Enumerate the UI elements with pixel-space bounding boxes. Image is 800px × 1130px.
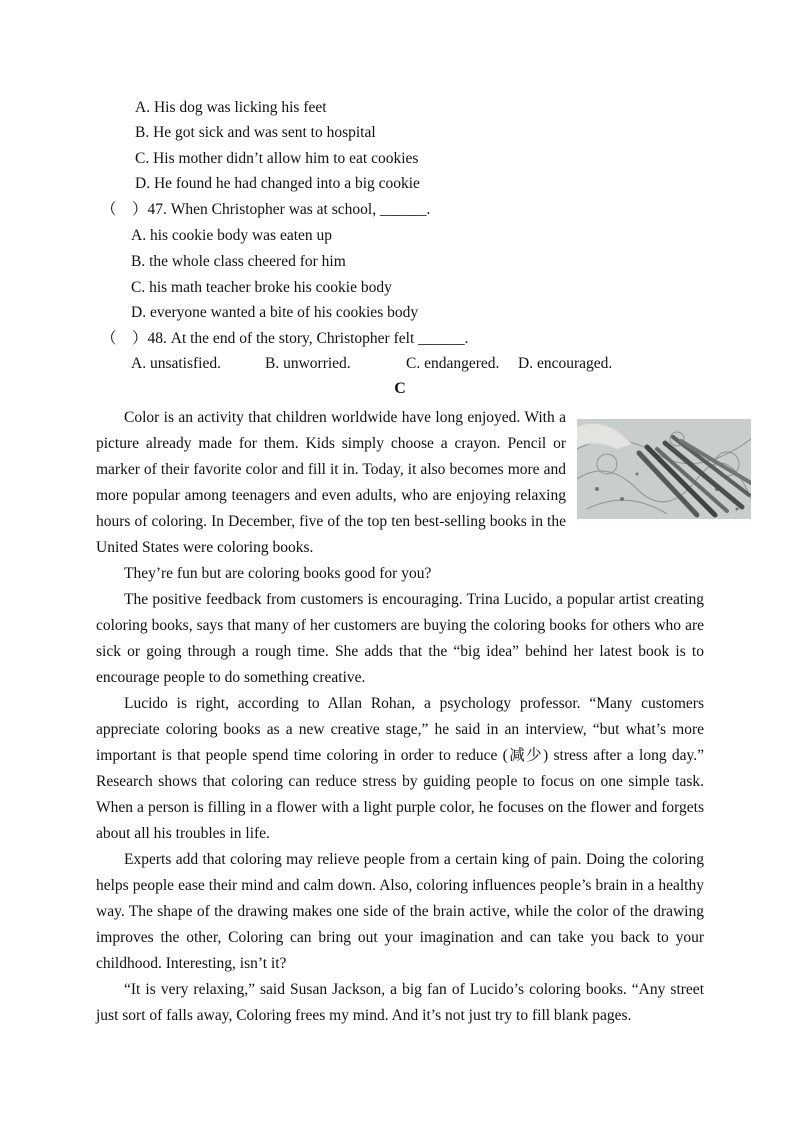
paragraph-1: Color is an activity that children worldwide have long enjoyed. With a picture already made for them. Kids simply choose a crayon. Pencil or marker of their favorite color and fill it in. Today, it also becomes more and more popular among teenagers and even adults, who are enjoying relaxing hours of coloring. In December, five of the top ten best-selling books in the United States were coloring books. xyxy=(96,409,566,556)
q48-option-d: D. encouraged. xyxy=(518,355,613,372)
q48-option-b: B. unworried. xyxy=(265,355,351,372)
q46-option-a: A. His dog was licking his feet xyxy=(135,99,327,116)
q47-option-b: B. the whole class cheered for him xyxy=(131,253,346,270)
q48-option-a: A. unsatisfied. xyxy=(131,355,221,372)
q46-option-d: D. He found he had changed into a big cookie xyxy=(135,175,420,192)
q46-option-c: C. His mother didn’t allow him to eat cookies xyxy=(135,150,419,167)
paragraph-5: Experts add that coloring may relieve people from a certain king of pain. Doing the coloring helps people ease their mind and calm down. Also, coloring influences people’s brain in a healthy way. The shape of the drawing makes one side of the brain active, while the color of the drawing improves the other, Coloring can bring out your imagination and can take you back to your childhood. Interesting, isn’t it? xyxy=(96,851,704,972)
q46-option-b: B. He got sick and was sent to hospital xyxy=(135,124,376,141)
q47-option-a: A. his cookie body was eaten up xyxy=(131,227,333,244)
paragraph-6: “It is very relaxing,” said Susan Jackson, a big fan of Lucido’s coloring books. “Any street just sort of falls away, Coloring frees my mind. And it’s not just try to fill blank pages. xyxy=(96,981,704,1024)
q48-option-c: C. endangered. xyxy=(406,355,500,372)
paragraph-2: They’re fun but are coloring books good for you? xyxy=(124,565,432,582)
q47-stem: （ ）47. When Christopher was at school, ______. xyxy=(101,201,431,218)
section-heading: C xyxy=(394,380,406,397)
paragraph-4: Lucido is right, according to Allan Rohan, a psychology professor. “Many customers appreciate coloring books as a new creative stage,” he said in an interview, “but what’s more important is that people spend time coloring in order to reduce (减少) stress after a long day.” Research shows that coloring can reduce stress by guiding people to focus on one simple task. When a person is filling in a flower with a light purple color, he focuses on the flower and forgets about all his troubles in life. xyxy=(96,695,704,842)
q48-stem: （ ）48. At the end of the story, Christopher felt ______. xyxy=(101,330,469,347)
paragraph-3: The positive feedback from customers is encouraging. Trina Lucido, a popular artist creating coloring books, says that many of her customers are buying the coloring books for others who are sick or going through a rough time. She adds that the “big idea” behind her latest book is to encourage people to do something creative. xyxy=(96,591,704,686)
q47-option-d: D. everyone wanted a bite of his cookies body xyxy=(131,304,419,321)
q47-option-c: C. his math teacher broke his cookie body xyxy=(131,279,392,296)
coloring-book-pencils-photo xyxy=(577,419,751,519)
